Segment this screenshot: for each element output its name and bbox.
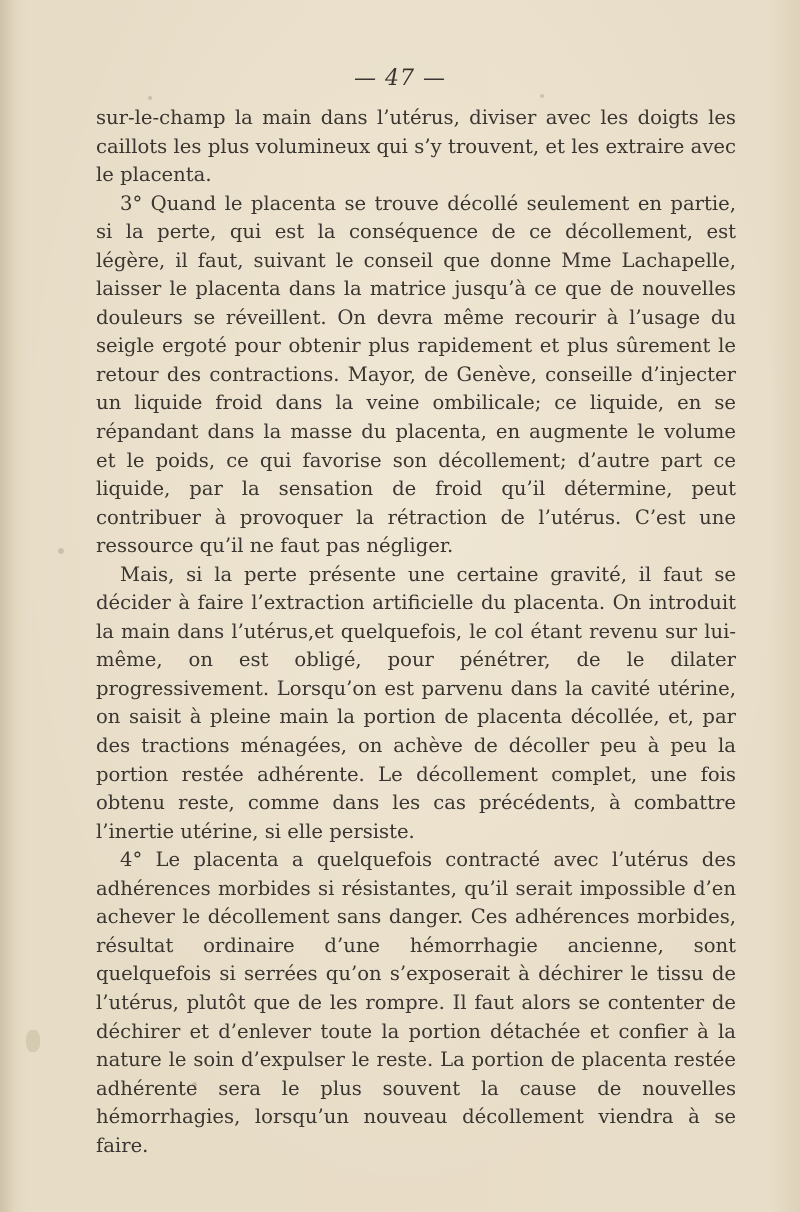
page-edge-shadow — [0, 0, 14, 1212]
paragraph-extraction: Mais, si la perte présente une certaine gravité, il faut se décider à faire l’extraction artificielle du placenta. On introduit la main dans l’utérus,et quelquefois, le col étant revenu sur lui-même, on est obligé, pour pénétrer, de le dilater progressivement. Lorsqu’on est parvenu dans la cavité utérine, on saisit à pleine main la portion de placenta décollée, et, par des tractions ménagées, on achève de décoller peu à peu la portion restée adhérente. Le décollement complet, une fois obtenu reste, comme dans les cas précédents, à combattre l’inertie utérine, si elle persiste. — [96, 562, 736, 843]
body-text — [96, 104, 736, 1160]
paper-speck — [540, 94, 544, 98]
paragraph-continuation: sur-le-champ la main dans l’utérus, diviser avec les doigts les caillots les plus volumineux qui s’y trouvent, et les extraire avec le placenta. — [96, 106, 736, 187]
paragraph-point-3: 3° Quand le placenta se trouve décollé seulement en partie, si la perte, qui est la conséquence de ce décollement, est légère, il faut, suivant le conseil que donne Mme Lachapelle, laisser le placenta dans la matrice jusqu’à ce que de nouvelles douleurs se réveillent. On devra même recourir à l’usage du seigle ergoté pour obtenir plus rapidement et plus sûrement le retour des contractions. Mayor, de Genève, conseille d’injecter un liquide froid dans la veine ombilicale; ce liquide, en se répandant dans la masse du placenta, en augmente le volume et le poids, ce qui favorise son décollement; d’autre part ce liquide, par la sensation de froid qu’il détermine, peut contribuer à provoquer la rétraction de l’utérus. C’est une ressource qu’il ne faut pas négliger. — [96, 191, 736, 558]
page-number: — 47 — — [354, 66, 446, 91]
paper-stain — [26, 1030, 40, 1052]
paper-speck — [148, 96, 152, 100]
paragraph-point-4: 4° Le placenta a quelquefois contracté avec l’utérus des adhérences morbides si résistantes, qu’il serait impossible d’en achever le décollement sans danger. Ces adhérences morbides, résultat ordinaire d’une hémorrhagie ancienne, sont quelquefois si serrées qu’on s’exposerait à déchirer le tissu de l’utérus, plutôt que de les rompre. Il faut alors se contenter de déchirer et d’enlever toute la portion détachée et confier à la nature le soin d’expulser le reste. La portion de placenta restée adhérente sera le plus souvent la cause de nouvelles hémorrhagies, lorsqu’un nouveau décollement viendra à se faire. — [96, 848, 736, 1157]
paper-speck — [58, 548, 64, 554]
